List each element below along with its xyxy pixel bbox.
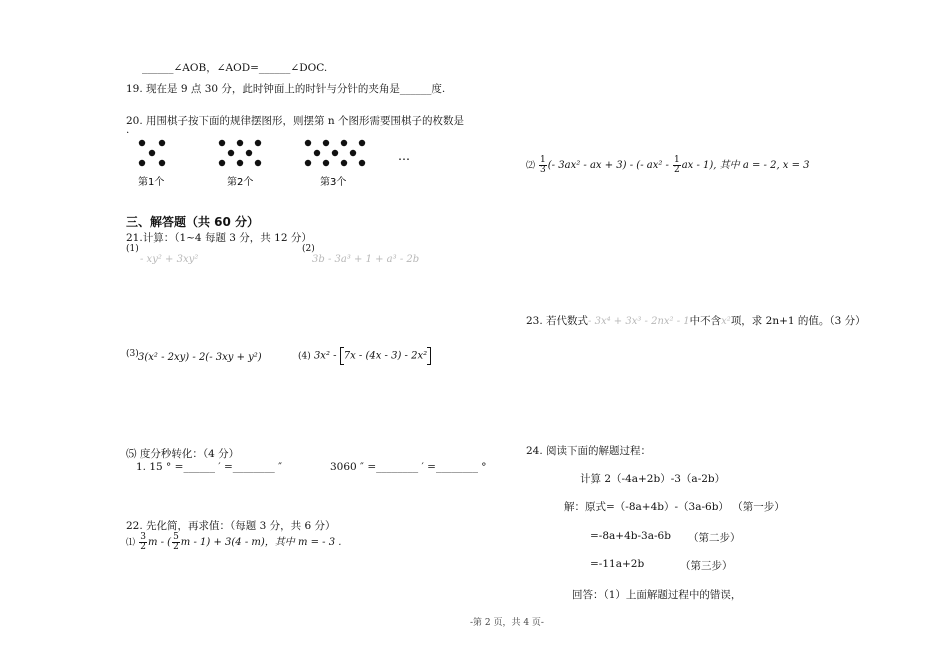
question-19: 19. 现在是 9 点 30 分，此时钟面上的时针与分针的夹角是______度. <box>126 83 446 95</box>
figure-1-label: 第1个 <box>138 177 165 188</box>
q21-2-number: (2) <box>302 244 315 254</box>
question-24: 24. 阅读下面的解题过程： <box>526 445 652 457</box>
figure-3 <box>305 140 365 166</box>
q21-1-expression: - xy² + 3xy² <box>140 254 199 265</box>
question-23: 23. 若代数式- 3x⁴ + 3x³ - 2nx² - 1中不含x²项，求 2n+1 的值。（3 分） <box>526 315 866 327</box>
q21-3-number: (3) <box>126 349 139 359</box>
section-3-heading: 三、解答题（共 60 分） <box>126 215 260 229</box>
ellipsis: … <box>398 149 410 163</box>
question-20-answer-dot: . <box>126 124 130 136</box>
page-footer: -第 2 页，共 4 页- <box>470 618 544 628</box>
figure-2-label: 第2个 <box>227 177 254 188</box>
q21-4-number: (4) <box>298 351 311 362</box>
question-21: 21.计算：（1~4 每题 3 分，共 12 分） <box>126 232 312 244</box>
right-bracket <box>427 347 431 365</box>
q24-solution-step2: =-8a+4b-3a-6b <box>590 530 671 542</box>
q21-2-expression: 3b - 3a³ + 1 + a³ - 2b <box>312 254 420 265</box>
q22-2-expression: ⑵ $\frac{1}{3}$ (- 3ax² - ax + 3) - (- ax² - $\frac{1}{2}$ ax - 1), 其中 a = - 2, x = 3 <box>526 155 810 175</box>
question-20: 20. 用围棋子按下面的规律摆图形，则摆第 n 个图形需要围棋子的枚数是 <box>126 115 464 127</box>
q24-solution-step1: 解：原式=（-8a+4b）-（3a-6b） （第一步） <box>564 501 785 513</box>
question-22: 22. 先化简，再求值：（每题 3 分，共 6 分） <box>126 520 336 532</box>
q21-1-number: (1) <box>126 244 139 254</box>
q21-5-title: ⑸ 度分秒转化：（4 分） <box>126 448 240 460</box>
q18-tail-line: ______∠AOB，∠AOD=______∠DOC. <box>142 62 328 74</box>
q24-solution-step3: =-11a+2b <box>590 558 645 570</box>
q21-4-expression: (4) 3x² - 7x - (4x - 3) - 2x² <box>298 347 431 365</box>
q24-calculation: 计算 2（-4a+2b）-3（a-2b） <box>580 473 726 485</box>
q24-step2-tag: （第二步） <box>688 532 741 544</box>
q21-5-conversion-a: 1. 15 ° =______ ′ =________ ″ <box>136 461 283 473</box>
q21-5-conversion-b: 3060 ″ =________ ′ =________ ° <box>330 461 487 473</box>
q22-1-expression: ⑴ $\frac{3}{2}$ m - ( $\frac{5}{2}$ m - 1) + 3(4 - m)，其中 m = - 3 . <box>126 532 342 552</box>
q24-answer-prompt: 回答：（1）上面解题过程中的错误， <box>572 589 742 601</box>
figure-2 <box>219 140 261 166</box>
go-stone-pattern-figures <box>130 136 430 192</box>
figure-1 <box>139 140 165 166</box>
q24-step3-tag: （第三步） <box>680 560 733 572</box>
q21-3-expression: 3(x² - 2xy) - 2(- 3xy + y²) <box>138 352 262 363</box>
figure-3-label: 第3个 <box>320 177 347 188</box>
